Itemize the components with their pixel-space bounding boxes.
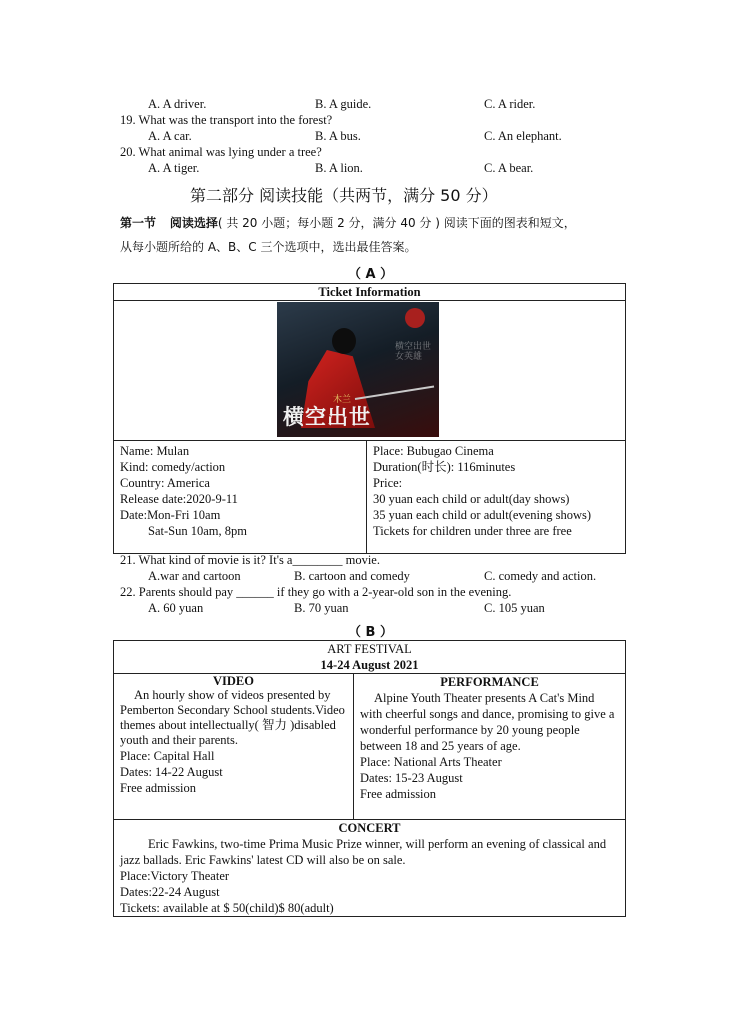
movie-country: Country: America	[120, 476, 210, 490]
q19-stem: 19. What was the transport into the forest?	[120, 113, 333, 127]
art-festival-table	[113, 640, 626, 917]
section1-instr-text1: ( 共 20 小题；每小题 2 分，满分 40 分 ) 阅读下面的图表和短文，	[217, 216, 576, 230]
movie-price-label: Price:	[373, 476, 403, 490]
poster-side-text: 横空出世女英雄	[395, 342, 432, 362]
performance-place: Place: National Arts Theater	[360, 755, 502, 769]
q22-option-a: A. 60 yuan	[148, 601, 204, 615]
price-evening-shows: 35 yuan each child or adult(evening shows)	[373, 508, 591, 522]
price-day-shows: 30 yuan each child or adult(day shows)	[373, 492, 570, 506]
passage-a-label: （ A ）	[348, 267, 394, 282]
q18-option-b: B. A guide.	[315, 97, 372, 111]
price-children-note: Tickets for children under three are free	[373, 524, 572, 538]
q21-stem: 21. What kind of movie is it? It's a________ movie.	[120, 553, 380, 567]
section1-name: 阅读选择	[169, 216, 218, 230]
ticket-table-title: Ticket Information	[114, 284, 626, 301]
q20-option-a: A. A tiger.	[148, 161, 200, 175]
q22-stem: 22. Parents should pay ______ if they go with a 2-year-old son in the evening.	[120, 585, 512, 599]
concert-dates: Dates:22-24 August	[120, 885, 220, 899]
video-dates: Dates: 14-22 August	[120, 765, 223, 779]
video-place: Place: Capital Hall	[120, 749, 215, 763]
performance-cell	[354, 674, 626, 820]
part2-title: 第二部分 阅读技能（共两节，满分 50 分）	[190, 186, 498, 205]
video-heading: VIDEO	[213, 674, 254, 688]
q21-option-c: C. comedy and action.	[484, 569, 597, 583]
section1-label: 第一节	[120, 216, 157, 230]
mulan-poster-image	[277, 302, 439, 437]
q18-option-c: C. A rider.	[484, 97, 536, 111]
q22-option-c: C. 105 yuan	[484, 601, 545, 615]
q19-option-a: A. A car.	[148, 129, 192, 143]
q20-stem: 20. What animal was lying under a tree?	[120, 145, 322, 159]
movie-kind: Kind: comedy/action	[120, 460, 226, 474]
performance-dates: Dates: 15-23 August	[360, 771, 463, 785]
movie-details-right	[367, 441, 626, 554]
q20-option-b: B. A lion.	[315, 161, 363, 175]
poster-title: 横空出世	[283, 405, 371, 429]
performance-heading: PERFORMANCE	[440, 675, 539, 689]
poster-red-sun	[405, 308, 425, 328]
festival-title: ART FESTIVAL	[327, 642, 412, 656]
concert-tickets: Tickets: available at $ 50(child)$ 80(adult)	[120, 901, 334, 915]
section1-instructions-line1	[120, 214, 576, 231]
q21-option-b: B. cartoon and comedy	[294, 569, 410, 583]
q22-option-b: B. 70 yuan	[294, 601, 349, 615]
concert-body: Eric Fawkins, two-time Prima Music Prize winner, will perform an evening of classical and jazz ballads. Eric Fawkins' latest CD will also be on sale.	[120, 837, 607, 867]
festival-dates: 14-24 August 2021	[320, 658, 419, 672]
festival-header	[114, 641, 626, 674]
movie-place: Place: Bubugao Cinema	[373, 444, 494, 458]
movie-date-weekend: Sat-Sun 10am, 8pm	[148, 524, 247, 538]
concert-cell	[114, 820, 626, 917]
video-cell	[114, 674, 354, 820]
movie-name: Name: Mulan	[120, 444, 190, 458]
movie-details-left	[114, 441, 367, 554]
concert-heading: CONCERT	[338, 821, 401, 835]
q21-option-a: A.war and cartoon	[148, 569, 241, 583]
section1-instr-text2: 从每小题所给的 A、B、C 三个选项中，选出最佳答案。	[120, 240, 417, 254]
movie-release-date: Release date:2020-9-11	[120, 492, 238, 506]
performance-admission: Free admission	[360, 787, 437, 801]
q19-option-c: C. An elephant.	[484, 129, 562, 143]
q20-option-c: C. A bear.	[484, 161, 534, 175]
performance-body: Alpine Youth Theater presents A Cat's Mind with cheerful songs and dance, promising to give a wonderful performance by 20 young people between 18 and 25 years of age.	[360, 691, 615, 753]
concert-place: Place:Victory Theater	[120, 869, 230, 883]
q18-option-a: A. A driver.	[148, 97, 207, 111]
video-body: An hourly show of videos presented by Pemberton Secondary School students.Video themes about intellectually( 智力 )disabled youth and their parents.	[120, 688, 345, 747]
passage-b-label: （ B ）	[348, 625, 393, 640]
poster-small-title: 木兰	[333, 395, 352, 405]
poster-sword	[355, 385, 434, 399]
q19-option-b: B. A bus.	[315, 129, 361, 143]
video-admission: Free admission	[120, 781, 197, 795]
movie-duration: Duration(时长): 116minutes	[373, 460, 516, 474]
poster-figure-head	[332, 328, 356, 354]
movie-date-weekday: Date:Mon-Fri 10am	[120, 508, 221, 522]
